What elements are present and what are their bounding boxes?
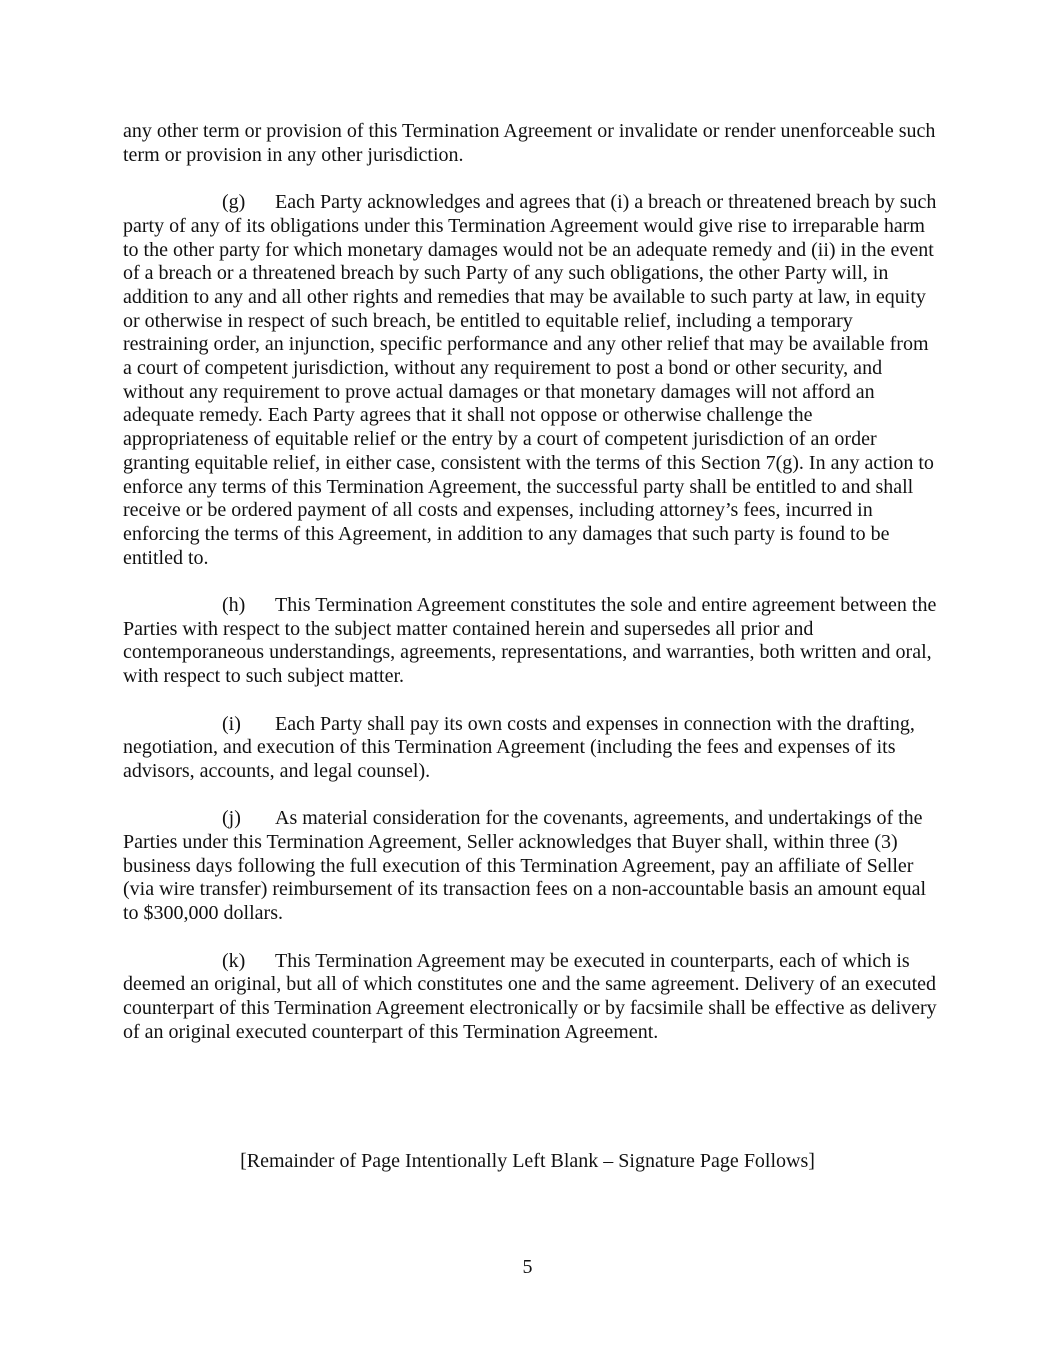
paragraph-g	[123, 191, 937, 570]
paragraph-i-label: (i)	[222, 712, 241, 735]
paragraph-j-label: (j)	[222, 807, 241, 830]
paragraph-h	[123, 594, 937, 689]
paragraph-k-label: (k)	[222, 949, 246, 972]
paragraph-i	[123, 713, 937, 784]
remainder-notice: [Remainder of Page Intentionally Left Blank – Signature Page Follows]	[240, 1150, 815, 1172]
page-number: 5	[522, 1256, 533, 1278]
paragraph-k	[123, 950, 937, 1045]
paragraph-k-text: This Termination Agreement may be executed in counterparts, each of which is deemed an original, but all of which constitutes one and the same agreement. Delivery of an executed counterpart of this Termination Agreement electronically or by facsimile shall be effective as delivery of an original executed counterpart of this Termination Agreement.	[123, 949, 937, 1043]
paragraph-j	[123, 807, 937, 926]
document-body	[123, 120, 937, 1044]
paragraph-j-text: As material consideration for the covenants, agreements, and undertakings of the Parties under this Termination Agreement, Seller acknowledges that Buyer shall, within three (3) business days following the full execution of this Termination Agreement, pay an affiliate of Seller (via wire transfer) reimbursement of its transaction fees on a non-accountable basis an amount equal to $300,000 dollars.	[123, 807, 927, 925]
paragraph-i-text: Each Party shall pay its own costs and expenses in connection with the drafting, negotiation, and execution of this Termination Agreement (including the fees and expenses of its advisors, accounts, and legal counsel).	[123, 712, 915, 782]
paragraph-h-label: (h)	[222, 594, 246, 617]
paragraph-g-text: Each Party acknowledges and agrees that (i) a breach or threatened breach by such party of any of its obligations under this Termination Agreement would give rise to irreparable harm to the other party for which monetary damages would not be an adequate remedy and (ii) in the event of a breach or a threatened breach by such Party of any such obligations, the other Party will, in addition to any and all other rights and remedies that may be available to such party at law, in equity or otherwise in respect of such breach, be entitled to equitable relief, including a temporary restraining order, an injunction, specific performance and any other relief that may be available from a court of competent jurisdiction, without any requirement to post a bond or other security, and without any requirement to prove actual damages or that monetary damages will not afford an adequate remedy. Each Party agrees that it shall not oppose or otherwise challenge the appropriateness of equitable relief or the entry by a court of competent jurisdiction of an order granting equitable relief, in either case, consistent with the terms of this Section 7(g). In any action to enforce any terms of this Termination Agreement, the successful party shall be entitled to and shall receive or be ordered payment of all costs and expenses, including attorney’s fees, incurred in enforcing the terms of this Agreement, in addition to any damages that such party is found to be entitled to.	[123, 191, 937, 569]
paragraph-h-text: This Termination Agreement constitutes the sole and entire agreement between the Parties with respect to the subject matter contained herein and supersedes all prior and contemporaneous understandings, agreements, representations, and warranties, both written and oral, with respect to such subject matter.	[123, 594, 937, 688]
paragraph-g-label: (g)	[222, 191, 246, 214]
paragraph-continuation-text: any other term or provision of this Termination Agreement or invalidate or render unenforceable such term or provision in any other jurisdiction.	[123, 120, 936, 166]
paragraph-continuation	[123, 120, 937, 167]
